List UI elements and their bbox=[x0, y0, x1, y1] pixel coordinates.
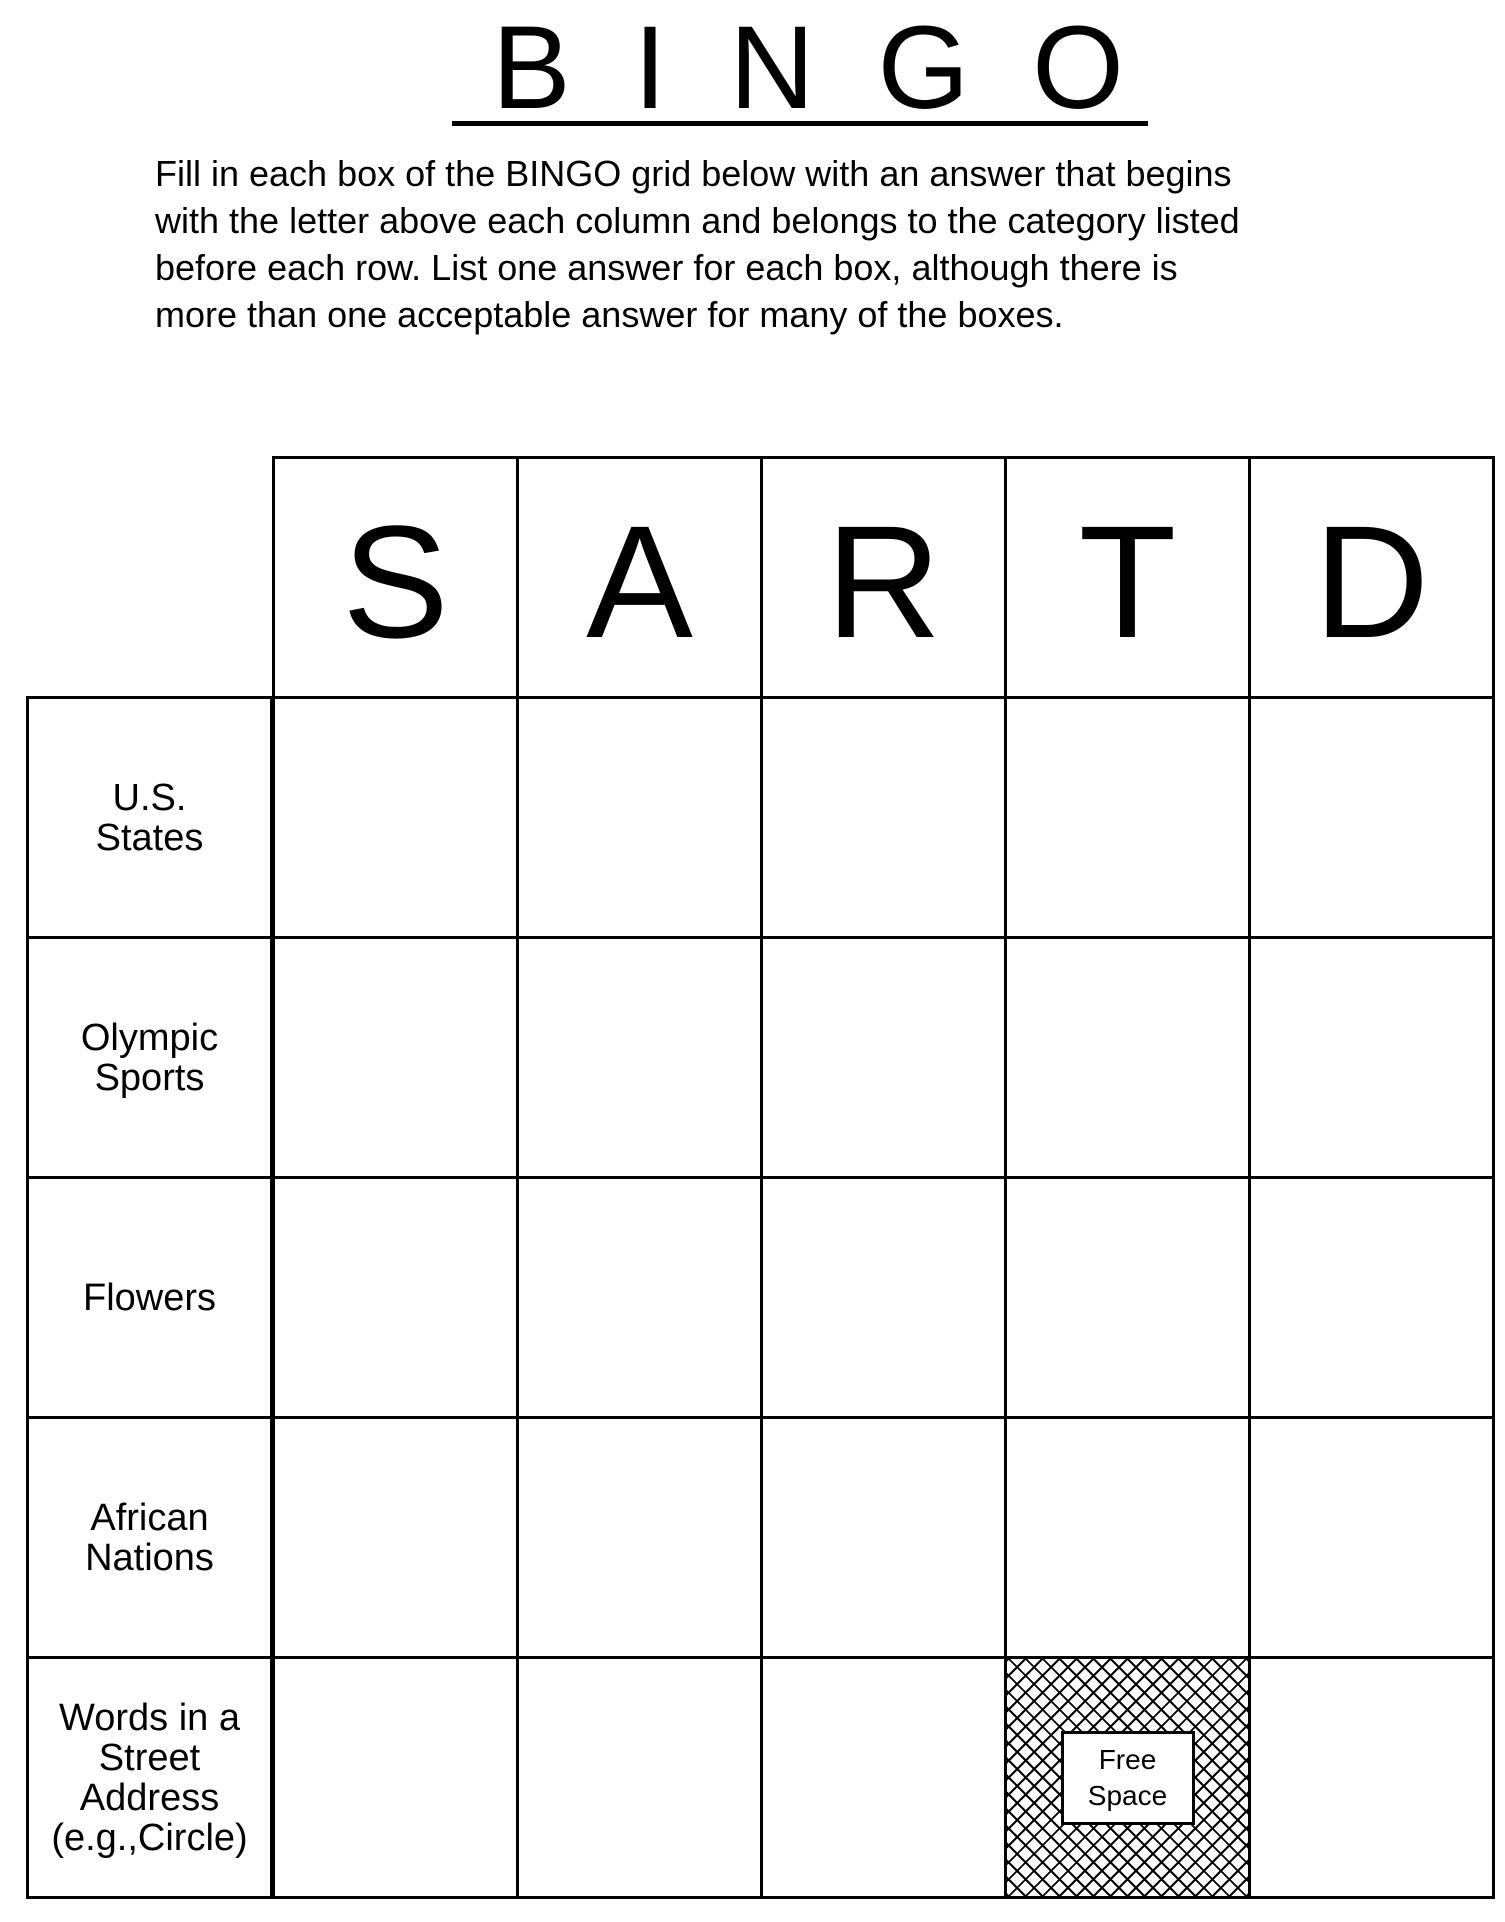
column-letter: D bbox=[1313, 491, 1430, 671]
answer-box[interactable] bbox=[1248, 696, 1495, 939]
row-label: Words in a Street Address (e.g.,Circle) bbox=[51, 1696, 248, 1859]
answer-box[interactable] bbox=[1004, 1176, 1251, 1419]
free-space-label bbox=[1061, 1731, 1195, 1825]
answer-box[interactable] bbox=[1248, 1416, 1495, 1659]
instructions-line: Fill in each box of the BINGO grid below with an answer that begins bbox=[155, 153, 1232, 194]
column-letter: S bbox=[342, 491, 449, 671]
bingo-title bbox=[452, 1, 1148, 134]
instructions bbox=[155, 150, 1385, 338]
bingo-grid bbox=[26, 456, 1490, 1896]
title-letter-n: N bbox=[729, 1, 815, 134]
answer-box[interactable] bbox=[760, 1416, 1007, 1659]
answer-box[interactable] bbox=[1248, 936, 1495, 1179]
instructions-line: with the letter above each column and belongs to the category listed bbox=[155, 200, 1240, 241]
instructions-line: before each row. List one answer for each box, although there is bbox=[155, 247, 1178, 288]
answer-box[interactable] bbox=[1248, 1656, 1495, 1899]
answer-box[interactable] bbox=[516, 696, 763, 939]
free-space-cell bbox=[1004, 1656, 1251, 1899]
answer-box[interactable] bbox=[760, 696, 1007, 939]
answer-box[interactable] bbox=[1248, 1176, 1495, 1419]
title-letter-g: G bbox=[877, 1, 970, 134]
answer-box[interactable] bbox=[272, 1416, 519, 1659]
column-letter: T bbox=[1078, 491, 1177, 671]
column-letter: A bbox=[586, 491, 693, 671]
row-label: Olympic Sports bbox=[80, 1016, 219, 1099]
row-label: Flowers bbox=[82, 1276, 217, 1319]
column-header-1 bbox=[516, 456, 763, 699]
free-space-line2: Space bbox=[1087, 1779, 1168, 1811]
answer-box[interactable] bbox=[516, 1176, 763, 1419]
title-letter-i: I bbox=[633, 1, 667, 134]
column-header-4 bbox=[1248, 456, 1495, 699]
answer-box[interactable] bbox=[1004, 1416, 1251, 1659]
answer-box[interactable] bbox=[272, 1656, 519, 1899]
answer-box[interactable] bbox=[1004, 696, 1251, 939]
answer-box[interactable] bbox=[272, 936, 519, 1179]
answer-box[interactable] bbox=[1004, 936, 1251, 1179]
column-header-0 bbox=[272, 456, 519, 699]
column-header-2 bbox=[760, 456, 1007, 699]
title-letter-o: O bbox=[1032, 1, 1124, 134]
answer-box[interactable] bbox=[516, 1656, 763, 1899]
row-label: U.S. States bbox=[95, 776, 204, 859]
row-label-cell-1 bbox=[26, 936, 273, 1179]
answer-box[interactable] bbox=[516, 936, 763, 1179]
answer-box[interactable] bbox=[760, 1176, 1007, 1419]
free-space-line1: Free bbox=[1098, 1743, 1157, 1775]
row-label-cell-2 bbox=[26, 1176, 273, 1419]
answer-box[interactable] bbox=[272, 1176, 519, 1419]
answer-box[interactable] bbox=[760, 936, 1007, 1179]
row-label-cell-3 bbox=[26, 1416, 273, 1659]
row-label-cell-0 bbox=[26, 696, 273, 939]
title-letter-b: B bbox=[492, 1, 571, 134]
instructions-line: more than one acceptable answer for many of the boxes. bbox=[155, 294, 1064, 335]
column-letter: R bbox=[825, 491, 942, 671]
row-label-cell-4 bbox=[26, 1656, 273, 1899]
column-header-3 bbox=[1004, 456, 1251, 699]
answer-box[interactable] bbox=[760, 1656, 1007, 1899]
answer-box[interactable] bbox=[272, 696, 519, 939]
row-label: African Nations bbox=[85, 1496, 214, 1579]
answer-box[interactable] bbox=[516, 1416, 763, 1659]
